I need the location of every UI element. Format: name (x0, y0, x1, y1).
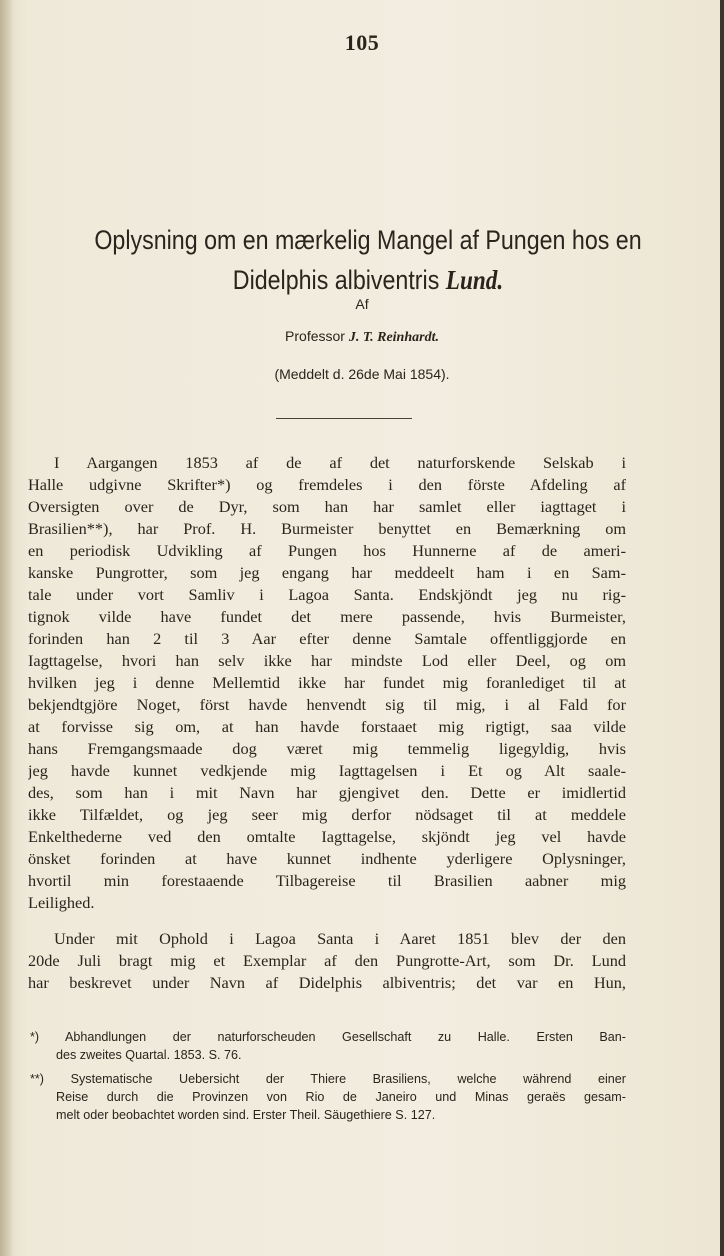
page-number: 105 (344, 30, 380, 55)
body-line: Under mit Ophold i Lagoa Santa i Aaret 1851 blev der den (54, 929, 626, 948)
body-line: forinden han 2 til 3 Aar efter denne Samtale offentliggjorde en (28, 629, 626, 648)
body-line: Iagttagelse, hvori han selv ikke har mindste Lod eller Deel, og om (28, 651, 626, 670)
footnote-line: des zweites Quartal. 1853. S. 76. (56, 1048, 242, 1062)
body-line: har beskrevet under Navn af Didelphis albiventris; det var en Hun, (28, 973, 626, 992)
byline-af: Af (355, 296, 369, 312)
page-edge (720, 0, 724, 1256)
body-line: bekjendtgjöre Noget, först havde henvendt sig til mig, i al Fald for (28, 695, 626, 714)
body-line: hvortil min forestaaende Tilbagereise til Brasilien aabner mig (28, 871, 626, 890)
title-line-1: Oplysning om en mærkelig Mangel af Pungen hos en (94, 225, 642, 255)
page-gutter-shadow (0, 0, 14, 1256)
body-line: tale under vort Samliv i Lagoa Santa. Endskjöndt jeg nu rig- (28, 585, 626, 604)
body-line: I Aargangen 1853 af de af det naturforskende Selskab i (54, 453, 626, 472)
body-line: tignok vilde have fundet det mere passende, hvis Burmeister, (28, 607, 626, 626)
title-species: Didelphis albiventris (232, 265, 446, 295)
footnote-line: **) Systematische Uebersicht der Thiere Brasiliens, welche während einer (30, 1072, 626, 1086)
date-note: (Meddelt d. 26de Mai 1854). (274, 366, 450, 382)
body-line: hvilken jeg i denne Mellemtid ikke har fundet mig foranlediget til at (28, 673, 626, 692)
body-line: 20de Juli bragt mig et Exemplar af den Pungrotte-Art, som Dr. Lund (28, 951, 626, 970)
body-line: en periodisk Udvikling af Pungen hos Hunnerne af de ameri- (28, 541, 626, 560)
body-line: Brasilien**), har Prof. H. Burmeister benyttet en Bemærkning om (28, 519, 626, 538)
body-line: des, som han i mit Navn har gjengivet den. Dette er imidlertid (28, 783, 626, 802)
body-line: hans Fremgangsmaade dog været mig temmelig ligegyldig, hvis (28, 739, 626, 758)
article-title (86, 220, 650, 300)
footnote-line: Reise durch die Provinzen von Rio de Janeiro und Minas geraës gesam- (56, 1090, 626, 1104)
footnote-line: *) Abhandlungen der naturforscheuden Gesellschaft zu Halle. Ersten Ban- (30, 1030, 626, 1044)
body-line: ikke Tilfældet, og jeg seer mig derfor nödsaget til at meddele (28, 805, 626, 824)
body-line: kanske Pungrotter, som jeg engang har meddeelt ham i en Sam- (28, 563, 626, 582)
title-line-2 (86, 260, 650, 300)
section-divider (276, 418, 412, 419)
body-line: önsket forinden at have kunnet indhente yderligere Oplysninger, (28, 849, 626, 868)
body-line: Oversigten over de Dyr, som han har samlet eller iagttaget i (28, 497, 626, 516)
body-line: jeg havde kunnet vedkjende mig Iagttagelsen i Et og Alt saale- (28, 761, 626, 780)
author-name: J. T. Reinhardt. (348, 330, 439, 345)
body-line: Leilighed. (28, 893, 95, 912)
body-line: Enkelthederne ved den omtalte Iagttagelse, skjöndt jeg vel havde (28, 827, 626, 846)
author-title: Professor (285, 328, 349, 344)
body-line: at forvisse sig om, at han havde forstaaet mig rigtigt, saa vilde (28, 717, 626, 736)
body-line: Halle udgivne Skrifter*) og fremdeles i den förste Afdeling af (28, 475, 626, 494)
title-author-abbrev: Lund. (445, 265, 504, 295)
author-line (0, 328, 724, 346)
footnote-line: melt oder beobachtet worden sind. Erster Theil. Säugethiere S. 127. (56, 1108, 436, 1122)
